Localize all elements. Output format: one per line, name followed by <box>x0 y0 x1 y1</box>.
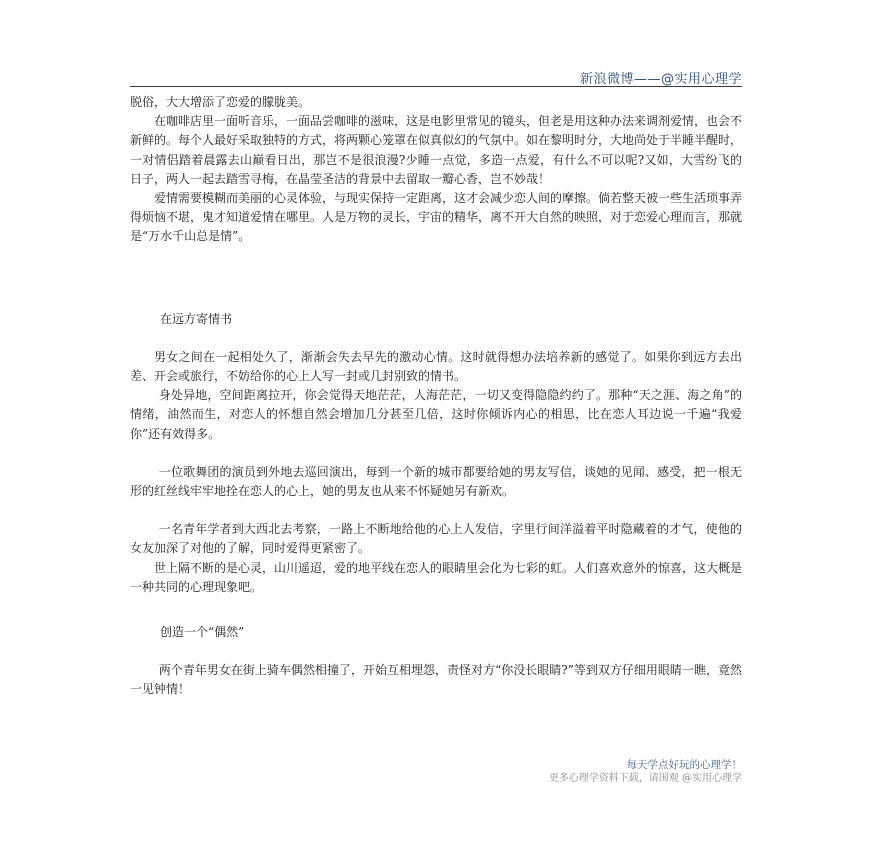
paragraph-scholar: 一名青年学者到大西北去考察，一路上不断地给他的心上人发信，字里行间洋溢着平时隐藏着的才气，使他的女友加深了对他的了解，同时爱得更紧密了。 <box>130 522 742 556</box>
paragraph-coffee: 在咖啡店里一面听音乐，一面品尝咖啡的滋味，这是电影里常见的镜头，但老是用这种办法来调剂爱情，也会不新鲜的。每个人最好采取独特的方式，将两颗心笼罩在似真似幻的气氛中。如在黎明时分，大地尚处于半睡半醒时，一对情侣踏着晨露去山巅看日出，那岂不是很浪漫?少睡一点觉，多造一点爱，有什么不可以呢?又如，大雪纷飞的日子，两人一起去踏雪寻梅，在晶莹圣洁的背景中去留取一瓣心香，岂不妙哉！ <box>130 114 743 186</box>
paragraph-collision: 两个青年男女在街上骑车偶然相撞了，开始互相埋怨，责怪对方“你没长眼睛?”等到双方仔细用眼睛一瞧，竟然一见钟情！ <box>130 663 742 697</box>
spacer <box>130 329 742 348</box>
footer-note: 更多心理学资料下载，请围观 @实用心理学 <box>548 773 742 784</box>
spacer <box>130 642 742 661</box>
header-title: 新浪微博——@实用心理学 <box>579 72 742 87</box>
paragraph-dancer: 一位歌舞团的演员到外地去巡回演出，每到一个新的城市都要给她的男友写信，谈她的见闻、感受，把一根无形的红丝线牢牢地拴在恋人的心上，她的男友也从来不怀疑她另有新欢。 <box>130 464 742 499</box>
spacer <box>130 247 742 291</box>
spacer <box>130 291 742 310</box>
footer-slogan: 每天学点好玩的心理学！ <box>626 759 742 771</box>
paragraph-long-together: 男女之间在一起相处久了，渐渐会失去早先的激动心情。这时就得想办法培养新的感觉了。如果你到远方去出差、开会或旅行，不妨给你的心上人写一封或几封别致的情书。 <box>130 349 742 384</box>
paragraph-distance: 爱情需要模糊而美丽的心灵体验，与现实保持一定距离，这才会减少恋人间的摩擦。倘若整天被一些生活琐事弄得烦恼不堪，鬼才知道爱情在哪里。人是万物的灵长，宇宙的精华，离不开大自然的映照，对于恋爱心理而言，那就是“万水千山总是情”。 <box>130 191 743 244</box>
paragraph-continuation: 脱俗，大大增添了恋爱的朦胧美。 <box>130 95 311 109</box>
document-body <box>130 93 742 700</box>
spacer <box>130 597 742 623</box>
spacer <box>130 501 742 520</box>
section-heading-letters: 在远方寄情书 <box>160 311 233 326</box>
paragraph-far-away: 身处异地，空间距离拉开，你会觉得天地茫茫，人海茫茫，一切又变得隐隐约约了。那种“天之涯、海之角”的情绪，油然而生，对恋人的怀想自然会增加几分甚至几倍，这时你倾诉内心的相思，比在恋人耳边说一千遍“我爱你”还有效得多。 <box>130 388 742 441</box>
section-heading-chance: 创造一个“偶然” <box>160 625 245 640</box>
header-divider <box>130 86 742 87</box>
paragraph-heart: 世上隔不断的是心灵，山川遥迢，爱的地平线在恋人的眼睛里会化为七彩的虹。人们喜欢意外的惊喜，这大概是一种共同的心理现象吧。 <box>130 560 743 594</box>
spacer <box>130 444 742 463</box>
